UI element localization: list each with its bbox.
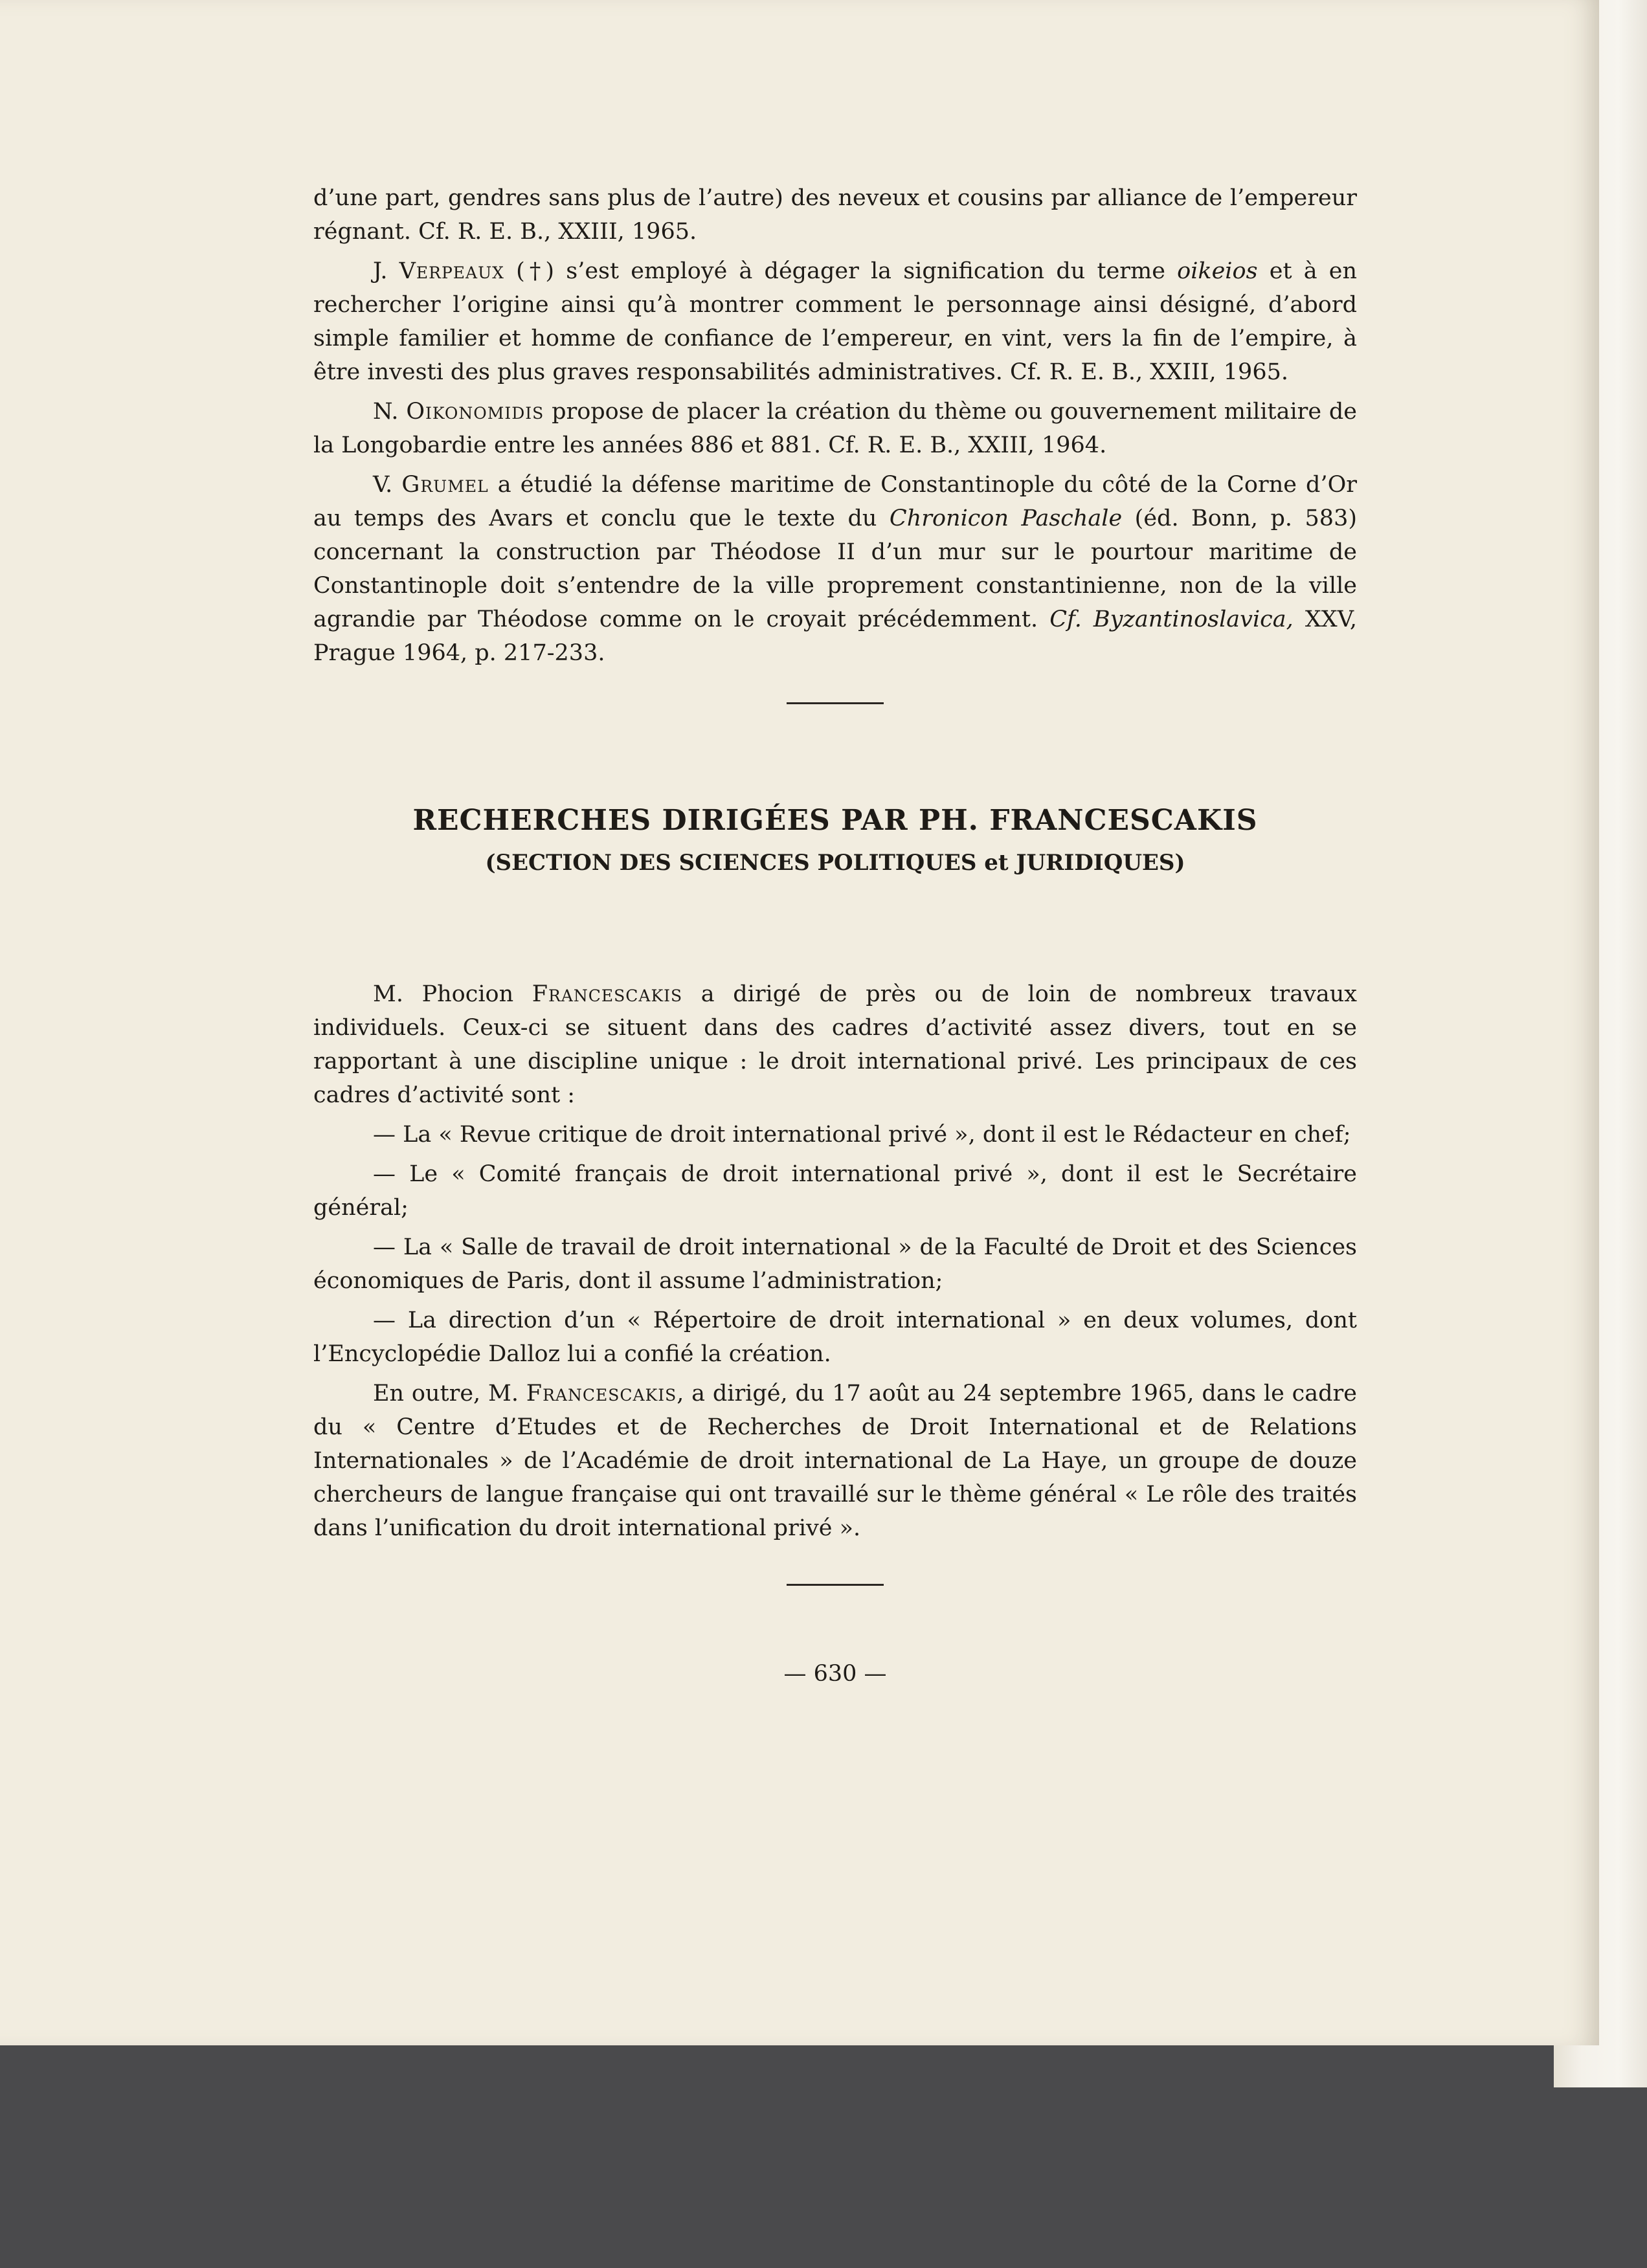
paragraph-text: XXV, Prague 1964, p. 217-233. [313,606,1357,666]
emphasized-text: Chronicon Paschale [889,506,1123,531]
body-paragraph [313,1118,1357,1151]
emphasized-text: Cf. Byzantinoslavica, [1049,606,1294,632]
paragraph-text: (éd. Bonn, p. 583) concernant la construction par Théodose II d’un mur sur le pourtour maritime de Constantinople doit s’entendre de la ville proprement constantinienne, non de la ville agrandie par Théodose comme on le croyait précédemment. [313,506,1357,632]
paragraph-text: (†) s’est employé à dégager la signification du terme [504,258,1178,284]
paragraph-text: — Le « Comité français de droit international privé », dont il est le Secrétaire général; [313,1161,1357,1221]
paragraph-text: et à en rechercher l’origine ainsi qu’à montrer comment le personnage ainsi désigné, d’abord simple familier et homme de confiance de l’empereur, en vint, vers la fin de l’empire, à être investi des plus graves responsabilités administratives. Cf. R. E. B., XXIII, 1965. [313,258,1357,385]
body-paragraph [313,1377,1357,1545]
paragraph-text: — La « Salle de travail de droit international » de la Faculté de Droit et des Sciences économiques de Paris, dont il assume l’administration; [313,1234,1357,1294]
body-paragraph [313,254,1357,389]
emphasized-text: Francescakis [532,981,683,1007]
text-column [313,181,1357,1691]
body-paragraph [313,395,1357,462]
paragraph-text: En outre, M. [373,1381,526,1406]
page-number: — 630 — [783,1661,887,1687]
emphasized-text: Francescakis [526,1381,677,1406]
paragraph-text: propose de placer la création du thème ou gouvernement militaire de la Longobardie entre les années 886 et 881. Cf. R. E. B., XXIII, 1964. [313,399,1358,458]
paragraph-text: — La « Revue critique de droit international privé », dont il est le Rédacteur en chef; [373,1122,1351,1148]
paragraph-text: N. [373,399,407,425]
paragraph-text: d’une part, gendres sans plus de l’autre) des neveux et cousins par alliance de l’empereur régnant. Cf. R. E. B., XXIII, 1965. [313,185,1357,245]
body-paragraph [313,181,1357,249]
emphasized-text: Verpeaux [399,258,504,284]
separator-rule-top [787,702,884,704]
paragraph-text: a dirigé de près ou de loin de nombreux travaux individuels. Ceux-ci se situent dans des cadres d’activité assez divers, tout en se rapportant à une discipline unique : le droit international privé. Les principaux de ces cadres d’activité sont : [313,981,1357,1108]
body-paragraph [313,1157,1357,1225]
emphasized-text: oikeios [1177,258,1258,284]
paragraph-text: — La direction d’un « Répertoire de droit international » en deux volumes, dont l’Encyclopédie Dalloz lui a confié la création. [313,1307,1357,1367]
paragraph-text: M. Phocion [373,981,532,1007]
section-title: RECHERCHES DIRIGÉES PAR PH. FRANCESCAKIS [412,804,1258,837]
section-subtitle: (SECTION DES SCIENCES POLITIQUES et JURIDIQUES) [485,850,1185,876]
emphasized-text: Grumel [401,472,489,498]
separator-rule-bottom [787,1584,884,1586]
body-paragraph [313,1304,1357,1371]
body-paragraph [313,468,1357,670]
paragraph-text: , a dirigé, du 17 août au 24 septembre 1965, dans le cadre du « Centre d’Etudes et de Recherches de Droit International et de Relations Internationales » de l’Académie de droit international de La Haye, un groupe de douze chercheurs de langue française qui ont travaillé sur le thème général « Le rôle des traités dans l’unification du droit international privé ». [313,1381,1357,1541]
paragraphs-after-section [313,977,1357,1545]
paragraph-text: V. [373,472,402,498]
body-paragraph [313,977,1357,1112]
emphasized-text: Oikonomidis [406,399,544,425]
paragraph-text: a étudié la défense maritime de Constantinople du côté de la Corne d’Or au temps des Avars et conclu que le texte du [313,472,1357,531]
paragraphs-before-section [313,181,1357,670]
paragraph-text: J. [373,258,399,284]
body-paragraph [313,1230,1357,1298]
